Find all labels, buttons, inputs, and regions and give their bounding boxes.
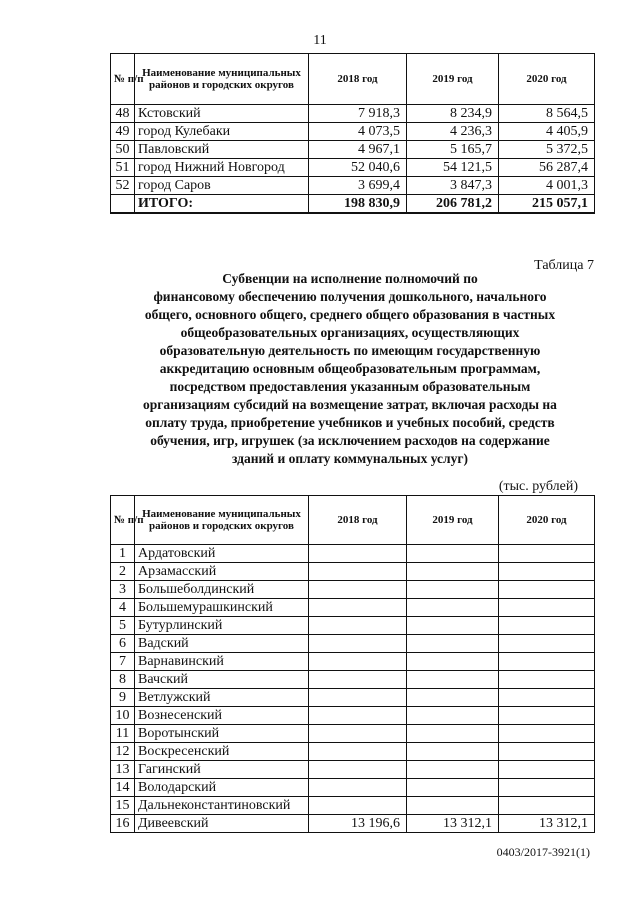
table-row (111, 779, 595, 797)
row-value-2020 (499, 635, 595, 653)
row-value-2019: 13 312,1 (407, 815, 499, 833)
row-name: город Саров (135, 177, 309, 195)
row-number: 6 (111, 635, 135, 653)
row-name: Ардатовский (135, 545, 309, 563)
table-row (111, 797, 595, 815)
row-value-2018 (309, 653, 407, 671)
table-row (111, 653, 595, 671)
row-value-2019 (407, 671, 499, 689)
title-line: зданий и оплату коммунальных услуг) (231, 451, 469, 466)
table-header-row (111, 54, 595, 105)
title-line: организациям субсидий на возмещение затрат, включая расходы на (143, 397, 557, 412)
table-caption: Таблица 7 (534, 258, 594, 273)
table-row (111, 105, 595, 123)
row-number: 4 (111, 599, 135, 617)
row-value-2020 (499, 599, 595, 617)
row-value-2018 (309, 689, 407, 707)
title-line: общего, основного общего, среднего общего образования в частных (144, 307, 556, 322)
row-value-2020 (499, 581, 595, 599)
row-value-2018 (309, 761, 407, 779)
row-number: 13 (111, 761, 135, 779)
column-header-name: Наименование муниципальных районов и городских округов (135, 54, 309, 105)
row-number: 10 (111, 707, 135, 725)
title-line: образовательную деятельность по имеющим государственную (159, 343, 541, 358)
row-value-2019: 54 121,5 (407, 159, 499, 177)
row-value-2018 (309, 707, 407, 725)
table-row (111, 159, 595, 177)
row-value-2020 (499, 563, 595, 581)
row-value-2020 (499, 761, 595, 779)
table-row (111, 725, 595, 743)
table-row (111, 815, 595, 833)
column-header-name: Наименование муниципальных районов и городских округов (135, 496, 309, 545)
row-number: 48 (111, 105, 135, 123)
row-number: 50 (111, 141, 135, 159)
row-value-2020 (499, 779, 595, 797)
row-value-2018: 7 918,3 (309, 105, 407, 123)
table-row (111, 141, 595, 159)
row-value-2019 (407, 725, 499, 743)
row-name: Дивеевский (135, 815, 309, 833)
row-value-2020 (499, 653, 595, 671)
row-name: Воскресенский (135, 743, 309, 761)
row-name: город Нижний Новгород (135, 159, 309, 177)
row-value-2018: 52 040,6 (309, 159, 407, 177)
table-row (111, 563, 595, 581)
column-header-2019: 2019 год (407, 496, 499, 545)
row-value-2018 (309, 779, 407, 797)
table-row (111, 123, 595, 141)
row-value-2020 (499, 617, 595, 635)
row-value-2019 (407, 779, 499, 797)
row-value-2018: 13 196,6 (309, 815, 407, 833)
row-name: город Кулебаки (135, 123, 309, 141)
table-title (100, 270, 600, 468)
table-header-row (111, 496, 595, 545)
row-name: Гагинский (135, 761, 309, 779)
row-value-2019: 8 234,9 (407, 105, 499, 123)
row-value-2018 (309, 563, 407, 581)
row-value-2019 (407, 581, 499, 599)
row-value-2019 (407, 563, 499, 581)
row-value-2020 (499, 725, 595, 743)
row-number: 16 (111, 815, 135, 833)
table-row (111, 177, 595, 195)
row-value-2019 (407, 797, 499, 815)
row-value-2019 (407, 653, 499, 671)
table-row (111, 581, 595, 599)
title-line: посредством предоставления указанным образовательным (169, 379, 531, 394)
row-value-2019 (407, 689, 499, 707)
column-header-number: № п/п (111, 54, 135, 105)
table-row (111, 617, 595, 635)
row-value-2019 (407, 761, 499, 779)
row-value-2020: 13 312,1 (499, 815, 595, 833)
row-name: Большеболдинский (135, 581, 309, 599)
row-value-2020 (499, 797, 595, 815)
row-value-2018: 4 073,5 (309, 123, 407, 141)
row-value-2018 (309, 743, 407, 761)
row-value-2020 (499, 671, 595, 689)
row-number: 3 (111, 581, 135, 599)
row-value-2020 (499, 689, 595, 707)
row-value-2020 (499, 545, 595, 563)
table-row (111, 635, 595, 653)
row-value-2018: 3 699,4 (309, 177, 407, 195)
row-number: 51 (111, 159, 135, 177)
title-line: оплату труда, приобретение учебников и учебных пособий, средств (145, 415, 555, 430)
row-value-2019: 5 165,7 (407, 141, 499, 159)
total-row (111, 195, 595, 214)
column-header-2018: 2018 год (309, 496, 407, 545)
row-value-2020: 8 564,5 (499, 105, 595, 123)
row-number: 7 (111, 653, 135, 671)
document-code: 0403/2017-3921(1) (496, 845, 590, 859)
row-number: 15 (111, 797, 135, 815)
table-row (111, 545, 595, 563)
table-row (111, 689, 595, 707)
row-number: 2 (111, 563, 135, 581)
column-header-2018: 2018 год (309, 54, 407, 105)
units-label: (тыс. рублей) (498, 479, 578, 494)
row-name: Дальнеконстантиновский (135, 797, 309, 815)
row-value-2018 (309, 617, 407, 635)
title-line: Субвенции на исполнение полномочий по (222, 271, 478, 286)
row-name: Вадский (135, 635, 309, 653)
row-value-2018 (309, 635, 407, 653)
column-header-2020: 2020 год (499, 54, 595, 105)
table-row (111, 707, 595, 725)
table-row (111, 671, 595, 689)
row-value-2018 (309, 797, 407, 815)
row-value-2020: 4 001,3 (499, 177, 595, 195)
row-value-2019 (407, 635, 499, 653)
row-value-2020 (499, 743, 595, 761)
row-name: Бутурлинский (135, 617, 309, 635)
row-value-2019 (407, 599, 499, 617)
row-number: 12 (111, 743, 135, 761)
title-line: общеобразовательных организациях, осуществляющих (180, 325, 520, 340)
table-continuation (110, 53, 595, 214)
column-header-number: № п/п (111, 496, 135, 545)
row-value-2019 (407, 545, 499, 563)
total-2018: 198 830,9 (309, 195, 407, 214)
row-name: Кстовский (135, 105, 309, 123)
table-row (111, 761, 595, 779)
row-value-2020: 4 405,9 (499, 123, 595, 141)
row-value-2019: 4 236,3 (407, 123, 499, 141)
row-value-2018 (309, 725, 407, 743)
row-name: Арзамасский (135, 563, 309, 581)
table-row (111, 743, 595, 761)
row-value-2020: 56 287,4 (499, 159, 595, 177)
row-number: 14 (111, 779, 135, 797)
page-number: 11 (313, 33, 327, 48)
row-value-2018 (309, 545, 407, 563)
total-number-cell (111, 195, 135, 214)
row-number: 49 (111, 123, 135, 141)
row-name: Ветлужский (135, 689, 309, 707)
row-name: Вознесенский (135, 707, 309, 725)
row-value-2020 (499, 707, 595, 725)
row-value-2018: 4 967,1 (309, 141, 407, 159)
row-value-2018 (309, 671, 407, 689)
table-row (111, 599, 595, 617)
title-line: обучения, игр, игрушек (за исключением расходов на содержание (150, 433, 550, 448)
column-header-2019: 2019 год (407, 54, 499, 105)
row-value-2019: 3 847,3 (407, 177, 499, 195)
title-line: финансовому обеспечению получения дошкольного, начального (153, 289, 547, 304)
row-value-2019 (407, 743, 499, 761)
total-2020: 215 057,1 (499, 195, 595, 214)
row-name: Варнавинский (135, 653, 309, 671)
row-value-2019 (407, 707, 499, 725)
row-name: Вачский (135, 671, 309, 689)
row-number: 52 (111, 177, 135, 195)
row-number: 1 (111, 545, 135, 563)
row-name: Воротынский (135, 725, 309, 743)
row-number: 8 (111, 671, 135, 689)
row-name: Большемурашкинский (135, 599, 309, 617)
row-number: 5 (111, 617, 135, 635)
total-label: ИТОГО: (135, 195, 309, 214)
row-name: Володарский (135, 779, 309, 797)
row-value-2020: 5 372,5 (499, 141, 595, 159)
row-value-2018 (309, 599, 407, 617)
subventions-table (110, 495, 595, 833)
column-header-2020: 2020 год (499, 496, 595, 545)
title-line: аккредитацию основным общеобразовательным программам, (159, 361, 541, 376)
row-value-2018 (309, 581, 407, 599)
total-2019: 206 781,2 (407, 195, 499, 214)
row-number: 9 (111, 689, 135, 707)
row-number: 11 (111, 725, 135, 743)
row-name: Павловский (135, 141, 309, 159)
row-value-2019 (407, 617, 499, 635)
